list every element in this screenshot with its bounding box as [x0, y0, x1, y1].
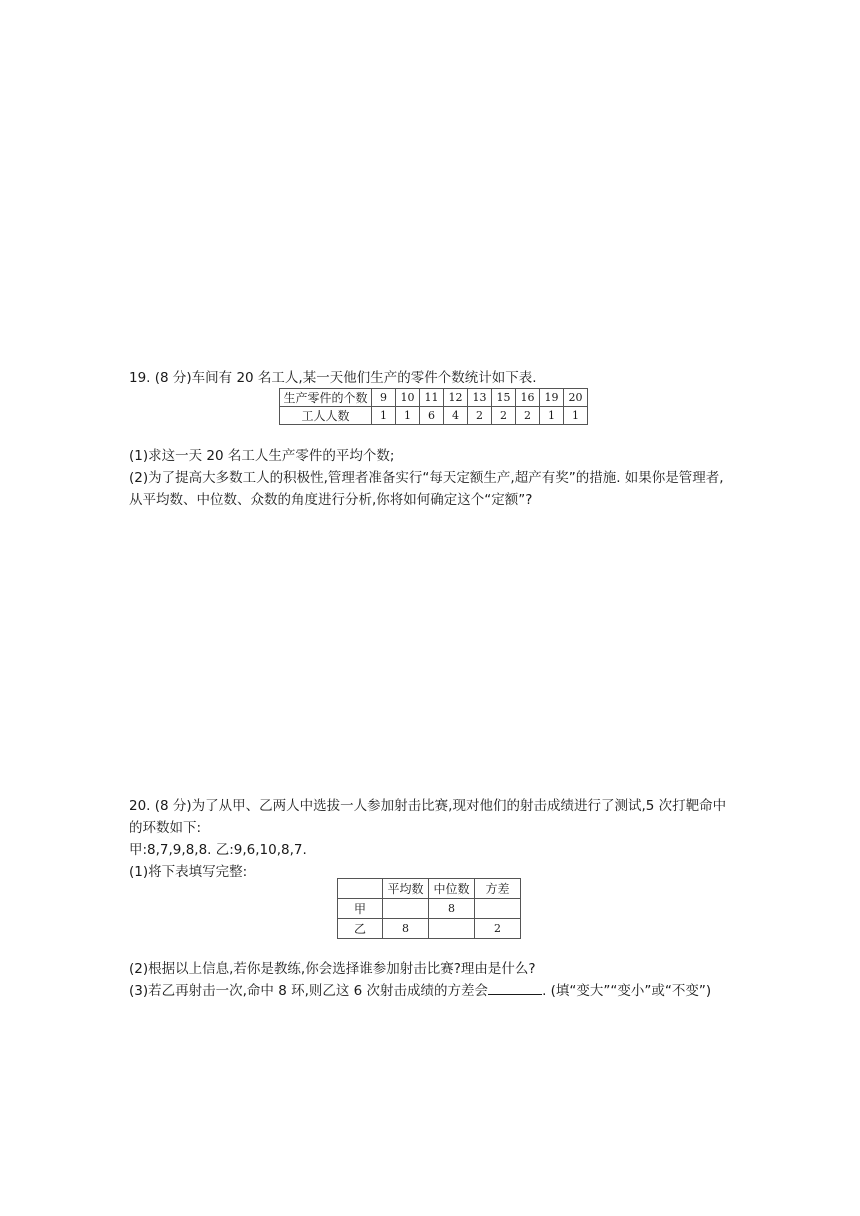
q20-part2: (2)根据以上信息,若你是教练,你会选择谁参加射击比赛?理由是什么?: [129, 961, 536, 977]
q19-intro: 19. (8 分)车间有 20 名工人,某一天他们生产的零件个数统计如下表.: [129, 370, 537, 386]
question-20: [129, 795, 729, 883]
yi-median-cell[interactable]: [429, 919, 475, 939]
q19-row2-header: 工人人数: [280, 407, 372, 425]
yi-mean-cell: 8: [383, 919, 429, 939]
table-cell: 1: [540, 407, 564, 425]
jia-mean-cell[interactable]: [383, 899, 429, 919]
jia-median-cell: 8: [429, 899, 475, 919]
table-cell: 1: [372, 407, 396, 425]
table-cell: 2: [516, 407, 540, 425]
table-row: [280, 389, 588, 407]
table-cell: 1: [396, 407, 420, 425]
question-19: [129, 367, 729, 389]
table-row: [338, 919, 521, 939]
table-cell: 2: [468, 407, 492, 425]
table-header-mean: 平均数: [383, 879, 429, 899]
table-cell: 6: [420, 407, 444, 425]
table-cell: 12: [444, 389, 468, 407]
q20-part3: [129, 980, 729, 1002]
table-corner-cell: [338, 879, 383, 899]
table-cell: 1: [564, 407, 588, 425]
q19-row1-header: 生产零件的个数: [280, 389, 372, 407]
table-row: [338, 899, 521, 919]
row-label-yi: 乙: [338, 919, 383, 939]
table-cell: 4: [444, 407, 468, 425]
q19-table: [279, 388, 588, 425]
row-label-jia: 甲: [338, 899, 383, 919]
q19-part2: (2)为了提高大多数工人的积极性,管理者准备实行“每天定额生产,超产有奖”的措施. 如果你是管理者,从平均数、中位数、众数的角度进行分析,你将如何确定这个“定额”?: [129, 470, 724, 508]
table-cell: 20: [564, 389, 588, 407]
table-row: [280, 407, 588, 425]
q20-part1: (1)将下表填写完整:: [129, 864, 248, 880]
table-cell: 2: [492, 407, 516, 425]
q19-part1: (1)求这一天 20 名工人生产零件的平均个数;: [129, 448, 395, 464]
jia-variance-cell[interactable]: [475, 899, 521, 919]
table-cell: 10: [396, 389, 420, 407]
q20-part3-text: (3)若乙再射击一次,命中 8 环,则乙这 6 次射击成绩的方差会: [129, 983, 489, 999]
table-cell: 15: [492, 389, 516, 407]
table-row: [338, 879, 521, 899]
q19-parts: [129, 445, 729, 511]
q20-parts: [129, 958, 729, 1002]
yi-variance-cell: 2: [475, 919, 521, 939]
table-cell: 9: [372, 389, 396, 407]
table-header-median: 中位数: [429, 879, 475, 899]
table-cell: 16: [516, 389, 540, 407]
table-header-variance: 方差: [475, 879, 521, 899]
q20-part3-hint: . (填“变大”“变小”或“不变”): [542, 983, 712, 999]
answer-blank[interactable]: [488, 982, 542, 995]
table-cell: 11: [420, 389, 444, 407]
q20-intro: 20. (8 分)为了从甲、乙两人中选拔一人参加射击比赛,现对他们的射击成绩进行了测试,5 次打靶命中的环数如下:: [129, 798, 727, 836]
table-cell: 19: [540, 389, 564, 407]
table-cell: 13: [468, 389, 492, 407]
q20-table: [337, 878, 521, 939]
q20-data-line: 甲:8,7,9,8,8. 乙:9,6,10,8,7.: [129, 842, 307, 858]
